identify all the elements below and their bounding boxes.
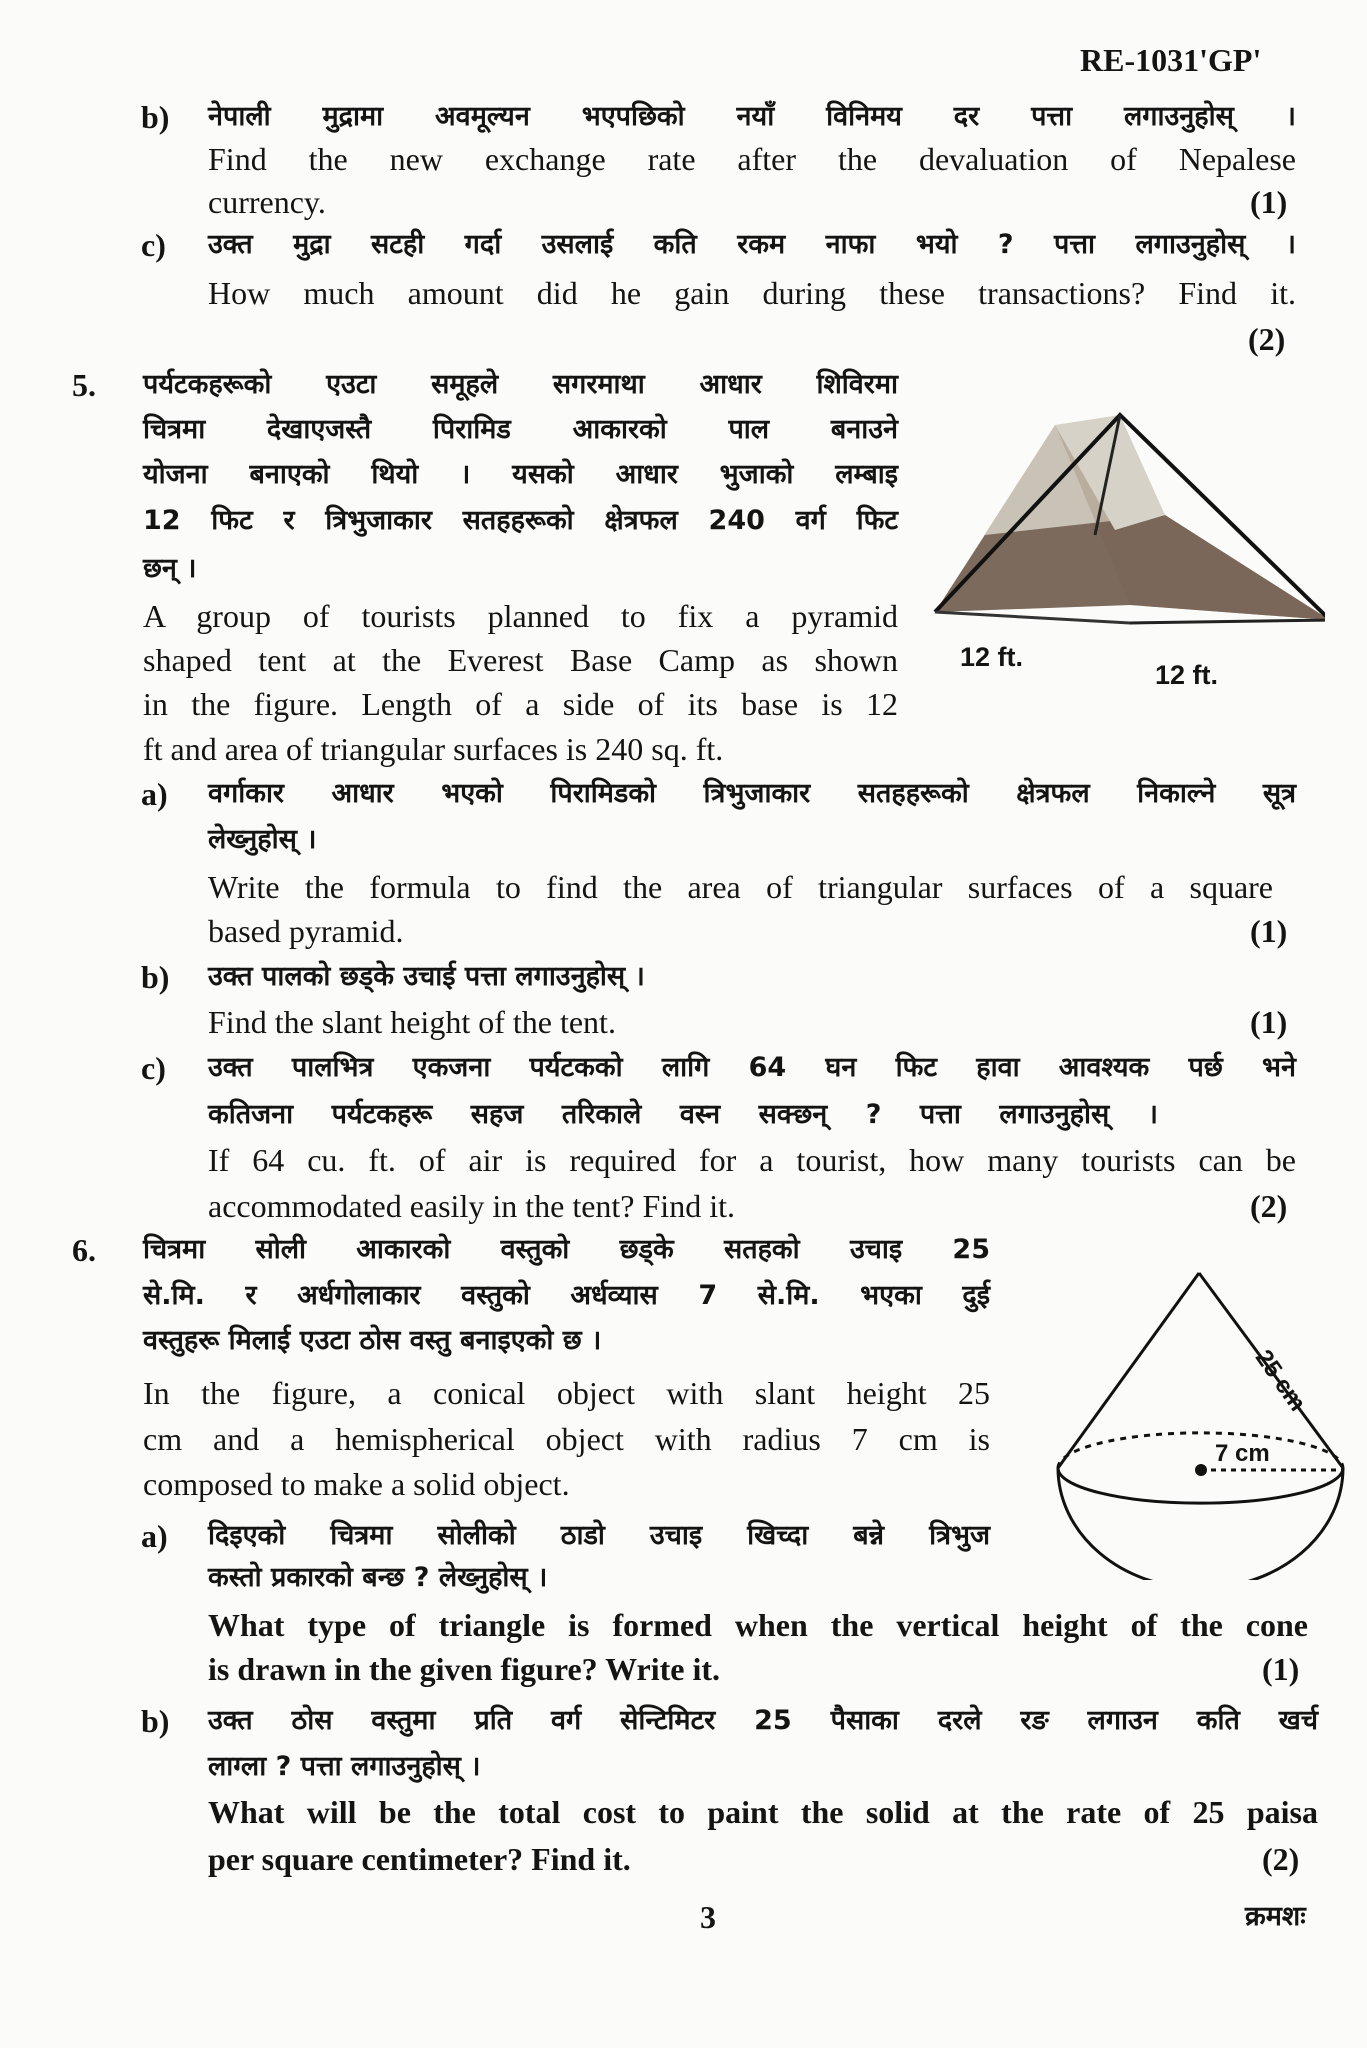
q5-number: 5. <box>72 367 96 403</box>
q5a-nepali-1: वर्गाकार आधार भएको पिरामिडको त्रिभुजाकार सतहहरूको क्षेत्रफल निकाल्ने सूत्र <box>208 778 1296 809</box>
q6b-nepali-2: लाग्ला ? पत्ता लगाउनुहोस् । <box>208 1751 481 1782</box>
q6-english-1: In the figure, a conical object with slant height 25 <box>143 1375 990 1411</box>
q6-nepali-1: चित्रमा सोली आकारको वस्तुको छड्के सतहको उचाइ 25 <box>143 1234 990 1265</box>
cone-slant-label: 25 cm <box>1249 1345 1312 1417</box>
q5-english-1: A group of tourists planned to fix a pyramid <box>143 598 898 634</box>
q4c-label: c) <box>141 227 166 263</box>
center-point <box>1195 1464 1207 1476</box>
q6a-english-1: What type of triangle is formed when the vertical height of the cone <box>208 1607 1308 1643</box>
q6b-label: b) <box>141 1703 170 1739</box>
q5a-marks: (1) <box>1250 913 1288 949</box>
q6a-english-2: is drawn in the given figure? Write it. <box>208 1651 720 1687</box>
q5b-nepali-1: उक्त पालको छड्के उचाई पत्ता लगाउनुहोस् । <box>208 961 645 992</box>
q6a-nepali-2: कस्तो प्रकारको बन्छ ? लेख्नुहोस् । <box>208 1562 548 1593</box>
q5-english-4: ft and area of triangular surfaces is 240 sq. ft. <box>143 731 724 767</box>
q4c-english-1: How much amount did he gain during these transactions? Find it. <box>208 275 1296 311</box>
q5-nepali-2: चित्रमा देखाएजस्तै पिरामिड आकारको पाल बनाउने <box>143 414 898 445</box>
q4b-label: b) <box>141 99 170 135</box>
q6-number: 6. <box>72 1232 96 1268</box>
q5-english-3: in the figure. Length of a side of its base is 12 <box>143 686 898 722</box>
q6b-english-1: What will be the total cost to paint the solid at the rate of 25 paisa <box>208 1794 1318 1830</box>
q6-nepali-3: वस्तुहरू मिलाई एउटा ठोस वस्तु बनाइएको छ । <box>143 1325 602 1356</box>
q4b-marks: (1) <box>1250 184 1288 220</box>
pyramid-base-label-right: 12 ft. <box>1155 660 1219 690</box>
q5a-label: a) <box>141 776 168 812</box>
q5-nepali-3: योजना बनाएको थियो । यसको आधार भुजाको लम्बाइ <box>143 459 898 490</box>
q5c-marks: (2) <box>1250 1188 1288 1224</box>
q5-nepali-5: छन् । <box>143 553 197 584</box>
q5b-english-1: Find the slant height of the tent. <box>208 1004 616 1040</box>
pyramid-base-label-left: 12 ft. <box>960 642 1024 672</box>
q4c-nepali: उक्त मुद्रा सटही गर्दा उसलाई कति रकम नाफा भयो ? पत्ता लगाउनुहोस् । <box>208 229 1296 260</box>
q5c-english-1: If 64 cu. ft. of air is required for a tourist, how many tourists can be <box>208 1142 1296 1178</box>
q6-english-2: cm and a hemispherical object with radius 7 cm is <box>143 1421 990 1457</box>
q6b-nepali-1: उक्त ठोस वस्तुमा प्रति वर्ग सेन्टिमिटर 25 पैसाका दरले रङ लगाउन कति खर्च <box>208 1705 1318 1736</box>
q6b-english-2: per square centimeter? Find it. <box>208 1841 631 1877</box>
q4c-marks: (2) <box>1248 321 1286 357</box>
cone-hemisphere-figure <box>1030 1240 1367 1580</box>
q5c-english-2: accommodated easily in the tent? Find it. <box>208 1188 735 1224</box>
q5-nepali-4: 12 फिट र त्रिभुजाकार सतहहरूको क्षेत्रफल 240 वर्ग फिट <box>143 505 898 536</box>
continued-label: क्रमशः <box>1245 1901 1306 1932</box>
q6-english-3: composed to make a solid object. <box>143 1466 570 1502</box>
q5c-label: c) <box>141 1050 166 1086</box>
q5a-english-2: based pyramid. <box>208 913 404 949</box>
page-number: 3 <box>700 1899 716 1935</box>
q5a-english-1: Write the formula to find the area of triangular surfaces of a square <box>208 869 1273 905</box>
q6-nepali-2: से.मि. र अर्धगोलाकार वस्तुको अर्धव्यास 7 से.मि. भएका दुई <box>143 1280 990 1311</box>
q5-nepali-1: पर्यटकहरूको एउटा समूहले सगरमाथा आधार शिविरमा <box>143 369 898 400</box>
q5a-nepali-2: लेख्नुहोस् । <box>208 824 317 855</box>
q5-english-2: shaped tent at the Everest Base Camp as shown <box>143 642 898 678</box>
q6a-marks: (1) <box>1262 1651 1300 1687</box>
q4b-english-1: Find the new exchange rate after the devaluation of Nepalese <box>208 141 1296 177</box>
q4b-nepali: नेपाली मुद्रामा अवमूल्यन भएपछिको नयाँ विनिमय दर पत्ता लगाउनुहोस् । <box>208 101 1296 132</box>
q4b-english-2: currency. <box>208 184 326 220</box>
q5b-label: b) <box>141 959 170 995</box>
q5b-marks: (1) <box>1250 1004 1288 1040</box>
paper-code: RE-1031'GP' <box>1080 42 1262 78</box>
q6a-nepali-1: दिइएको चित्रमा सोलीको ठाडो उचाइ खिच्दा बन्ने त्रिभुज <box>208 1520 990 1551</box>
hemisphere-radius-label: 7 cm <box>1215 1440 1270 1467</box>
q6a-label: a) <box>141 1518 168 1554</box>
q5c-nepali-1: उक्त पालभित्र एकजना पर्यटकको लागि 64 घन फिट हावा आवश्यक पर्छ भने <box>208 1052 1296 1083</box>
pyramid-tent-figure <box>925 395 1325 645</box>
q6b-marks: (2) <box>1262 1841 1300 1877</box>
q5c-nepali-2: कतिजना पर्यटकहरू सहज तरिकाले वस्न सक्छन् ? पत्ता लगाउनुहोस् । <box>208 1099 1158 1130</box>
